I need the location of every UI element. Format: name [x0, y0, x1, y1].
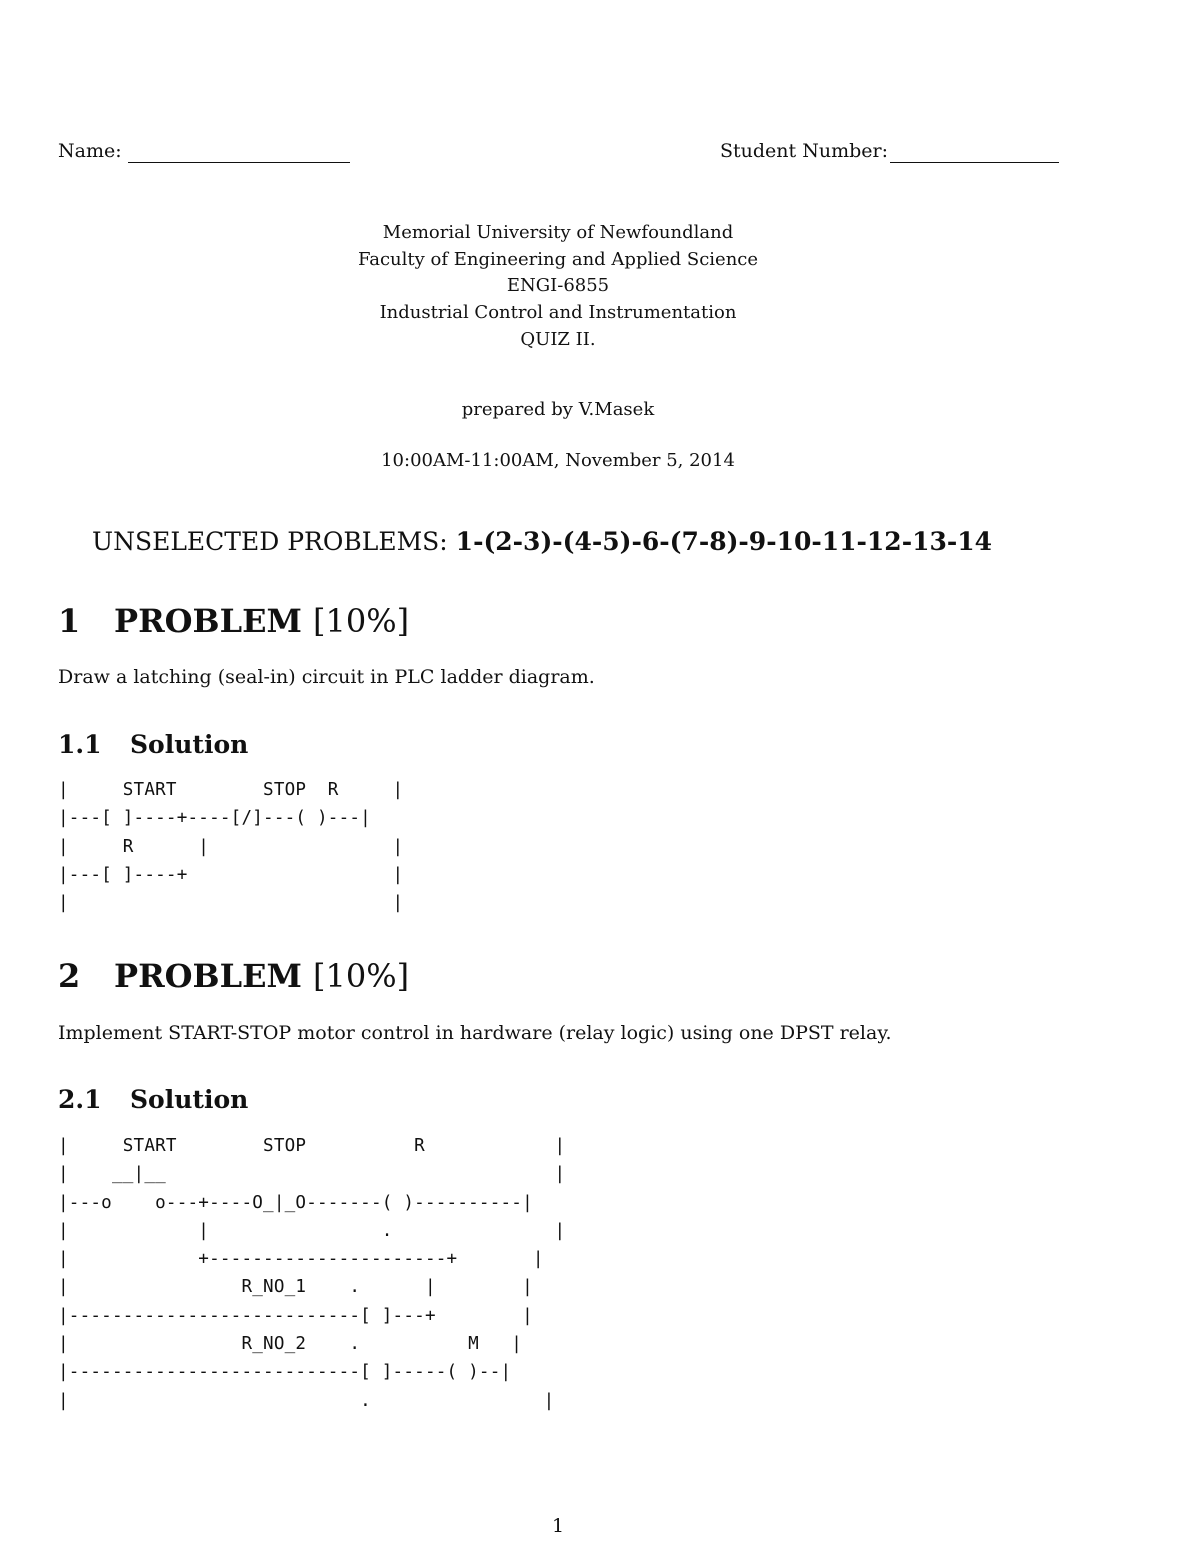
section-2-title: [58, 957, 409, 995]
section-heading: PROBLEM: [114, 602, 314, 640]
university-name: Memorial University of Newfoundland: [382, 222, 734, 243]
section-heading: PROBLEM: [114, 957, 314, 995]
name-blank-line[interactable]: [128, 162, 350, 163]
section-1-title: [58, 602, 409, 640]
name-label: Name:: [58, 140, 122, 162]
course-code: ENGI-6855: [506, 275, 610, 297]
unselected-label: UNSELECTED PROBLEMS:: [92, 527, 456, 556]
unselected-problems-heading: [92, 527, 992, 556]
course-name: Industrial Control and Instrumentation: [379, 302, 737, 324]
subsection-heading: Solution: [130, 1085, 249, 1114]
section-number: 1: [58, 602, 81, 640]
faculty-name: Faculty of Engineering and Applied Science: [357, 248, 759, 270]
prepared-by: prepared by V.Masek: [461, 399, 655, 420]
section-2-statement: Implement START-STOP motor control in hardware (relay logic) using one DPST relay.: [58, 1022, 892, 1044]
page-number: 1: [551, 1515, 565, 1537]
subsection-number: 2.1: [58, 1085, 102, 1114]
section-1-1-title: [58, 730, 248, 759]
subsection-heading: Solution: [130, 730, 249, 759]
student-number-blank-line[interactable]: [890, 162, 1059, 163]
unselected-list: 1-(2-3)-(4-5)-6-(7-8)-9-10-11-12-13-14: [455, 527, 993, 556]
section-number: 2: [58, 957, 81, 995]
student-number-label: Student Number:: [720, 140, 888, 162]
ladder-diagram-2: | START STOP R | | __|__ | |---o o---+----O_|_O-------( )----------| | | . | | +----------------------+ | | R_NO_1 . | | |---------------------------[ ]---+ | | R_NO_2 . M | |---------------------------[ ]-----( )--| | . |: [58, 1136, 566, 1411]
section-weight: [10%]: [313, 957, 410, 995]
quiz-title: QUIZ II.: [520, 328, 596, 350]
exam-datetime: 10:00AM-11:00AM, November 5, 2014: [381, 450, 735, 471]
title-block: [0, 220, 1116, 354]
section-2-1-title: [58, 1085, 248, 1114]
subsection-number: 1.1: [58, 730, 102, 759]
section-1-statement: Draw a latching (seal-in) circuit in PLC ladder diagram.: [58, 666, 595, 688]
section-weight: [10%]: [313, 602, 410, 640]
ladder-diagram-1: | START STOP R | |---[ ]----+----[/]---( )---| | R | | |---[ ]----+ | | |: [58, 780, 404, 914]
